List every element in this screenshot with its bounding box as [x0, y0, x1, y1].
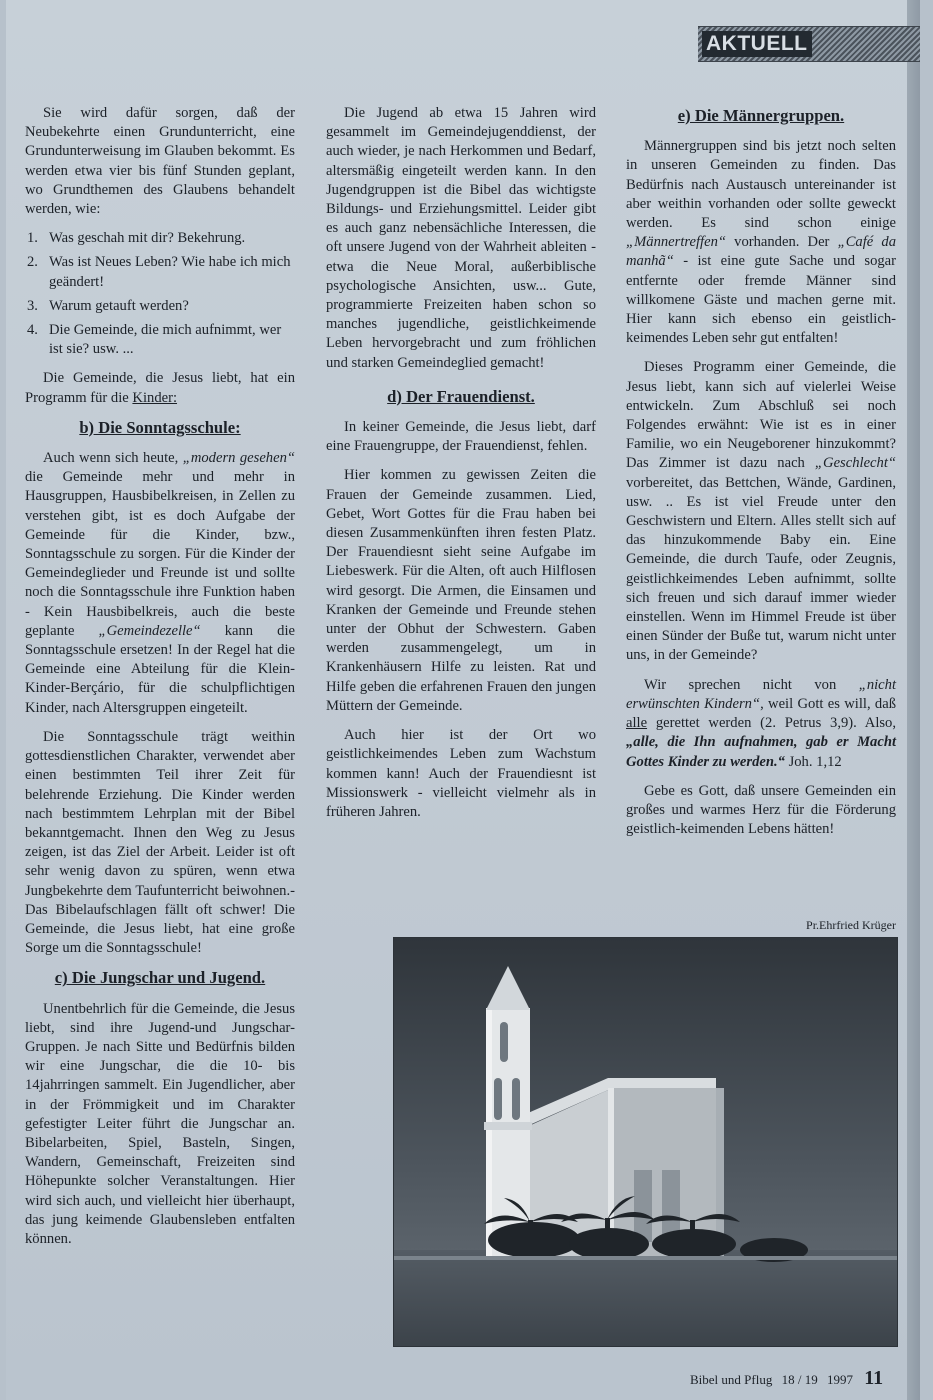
heading-sonntagsschule: b) Die Sonntagsschule:: [79, 417, 241, 437]
text-run: Männergruppen sind bis jetzt noch selten in unseren Gemeinden zu finden. Das Bedürfnis nach Austausch untereinander ist aber weithin vorhanden oder sollte geweckt werden. Es sind schon einige: [626, 138, 896, 232]
text-run: Wir sprechen nicht von: [644, 676, 859, 693]
text-run: die Gemeinde mehr und mehr in Hausgruppen, Hausbibelkreisen, in Zellen zu verstehen gibt, ist es doch Aufgabe der Gemeinde für die Kinder, bzw., Sonntagsschule zu sorgen. Für die Kinder der Gemeindeglieder und Freunde ist und sollte noch die Sonntagsschule ihre Funktion haben - Kein Hausbibelkreis, auch die beste geplante: [25, 469, 295, 639]
list-number: 2.: [27, 254, 38, 271]
page-edge: [907, 0, 920, 1400]
list-text: Was ist Neues Leben? Wie habe ich mich geändert!: [49, 254, 291, 290]
quote: „Geschlecht“: [814, 455, 896, 472]
page-footer: [690, 1366, 896, 1390]
quote: „nicht erwünschten Kindern“: [626, 676, 896, 712]
list-number: 3.: [27, 297, 38, 314]
list-number: 4.: [27, 322, 38, 339]
text-run: kann die Sonntagsschule ersetzen! In der Regel hat die Gemeinde eine Abteilung für die Klein-Kinder-Berçário, für die schulpflichtigen Kinder, nach Altersgruppen eingeteilt.: [25, 622, 295, 716]
quote: „Gemeindezelle“: [98, 622, 201, 639]
heading-jungschar: c) Die Jungschar und Jugend.: [54, 968, 266, 988]
heading-maennergruppen: e) Die Männergruppen.: [677, 106, 845, 125]
church-illustration: [394, 938, 897, 1346]
topic-list-item: [25, 321, 295, 359]
page-number: 11: [864, 1367, 884, 1389]
issue-year: 1997: [826, 1372, 853, 1387]
text-run: , weil Gott es will, daß: [760, 695, 897, 712]
intro-paragraph: Sie wird dafür sorgen, daß der Neubekehrte einen Grundunterricht, eine Grundunterweisung im Glauben bekommt. Es werden etwa vier bis fünf Stunden geplant, wo Grundthemen des Glaubens behandelt werden, wie:: [25, 105, 295, 218]
maenner-paragraph-1: [626, 137, 896, 348]
text-run: gerettet werden (2. Petrus 3,9). Also,: [647, 715, 896, 732]
bible-quote: „alle, die Ihn aufnahmen, gab er Macht Gottes Kinder zu werden.“: [626, 734, 896, 770]
topic-list-item: [25, 253, 295, 291]
topic-list-item: [25, 229, 295, 248]
kinder-lead: Die Gemeinde, die Jesus liebt, hat ein Programm für die: [25, 370, 295, 406]
underlined-word: alle: [626, 715, 648, 732]
list-number: 1.: [27, 230, 38, 247]
list-text: Warum getauft werden?: [49, 297, 189, 314]
heading-frauendienst: d) Der Frauendienst.: [387, 386, 535, 406]
topic-list-item: [25, 297, 295, 316]
text-run: Joh. 1,12: [784, 753, 842, 770]
text-run: Auch wenn sich heute,: [43, 450, 183, 467]
jugend-paragraph: Die Jugend ab etwa 15 Jahren wird gesammelt im Gemeindejugenddienst, der auch wieder, je nach Herkommen und Bedarf, altersmäßig eingeteilt werden kann. In den Jugendgruppen ist die Bibel das wichtigste Bildungs- und Erziehungsmittel. Leider gibt es auch ganz nebensächliche Interessen, die oft unsere Jugend von der Wahrheit ableiten - etwa die Neue Moral, außerbiblische psychologische Ansichten, usw... Gute, programmierte Freizeiten haben schon so manches jugendliche, geistlichkeimende Leben hervorgebracht und zum fröhlichen und starken Gemeindeglied gemacht!: [326, 105, 596, 371]
quote: „modern gesehen“: [182, 450, 295, 467]
list-text: Was geschah mit dir? Bekehrung.: [49, 230, 246, 247]
maenner-paragraph-2: [626, 358, 896, 665]
list-text: Die Gemeinde, die mich aufnimmt, wer ist sie? usw. ...: [49, 322, 282, 358]
kinder-word: Kinder:: [132, 389, 178, 406]
quote: „Café da manhã“: [626, 234, 896, 270]
sonntagsschule-paragraph-2: Die Sonntagsschule trägt weithin gottesdienstlichen Charakter, verwendet aber einen bestimmten Teil ihrer Zeit für belehrende Erziehung. Die Kinder werden nach bestimmtem Lehrplan mit der Bibel bekanntgemacht. Ihnen den Weg zu Jesus zeigen, ist das Ziel der Arbeit. Leider ist oft sehr wenig davon zu spüren, wenn etwa Jungbekehrte dem Taufunterricht beiwohnen.- Das Bibelaufschlagen fällt oft schwer! Die Gemeinde, die Jesus liebt, hat eine große Sorge um die Sonntagsschule!: [25, 728, 295, 957]
article-column-2: [326, 104, 596, 832]
text-run: vorbereitet, das Bettchen, Wände, Gardinen, usw. .. Es ist viel Freude unter den Geschwistern und Eltern. Alles stellt sich auf das hinzukommende Baby ein. Eine Gemeinde, die durch Taufe, oder Zeugnis, geistlichkeimendes Leben aufnimmt, sollte sich freuen und sich darauf immer wieder einstellen. Wenn im Himmel Freude ist über einen Sünder der Buße tut, warum nicht unter uns, in der Gemeinde?: [626, 474, 896, 664]
section-banner: [698, 26, 920, 62]
topic-list: [25, 229, 295, 359]
church-photo: [393, 937, 898, 1347]
article-column-1: [25, 104, 295, 1259]
frauendienst-paragraph-1: In keiner Gemeinde, die Jesus liebt, darf eine Frauengruppe, der Frauendienst, fehlen.: [326, 419, 596, 455]
frauendienst-paragraph-3: Auch hier ist der Ort wo geistlichkeimendes Leben zum Wachstum kommen kann! Auch der Frauendiesnt ist Missionswerk - vielleicht vielmehr als in früheren Jahren.: [326, 727, 596, 820]
text-run: vorhanden. Der: [726, 234, 838, 251]
section-banner-label: AKTUELL: [702, 31, 812, 57]
text-run: - ist eine gute Sache und sogar entfernte oder fremde Männer sind willkomene Gäste und machen gerne mit. Hier kann sich ebenso ein geistlich-keimendes Leben sehr gut entfalten!: [626, 253, 896, 347]
author-signature: Pr.Ehrfried Krüger: [806, 918, 896, 932]
sonntagsschule-paragraph-1: [25, 449, 295, 718]
frauendienst-paragraph-2: Hier kommen zu gewissen Zeiten die Frauen der Gemeinde zusammen. Lied, Gebet, Wort Gottes für die Frau haben bei diesen Zusammenkünften ihren festen Platz. Der Frauendiesnt sieht seine Aufgabe im Liebeswerk. Für die Alten, oft auch Hilflosen wird gesorgt. Die Armen, die Einsamen und Kranken der Gemeinde und Freunde stehen unter der Obhut der Schwestern. Gaben werden zusammengelegt, um in Krankenhäusern Hilfe zu leisten. Rat und Hilfe geben die erfahrenen Frauen den jungen Müttern der Gemeinde.: [326, 467, 596, 714]
quote: „Männertreffen“: [626, 234, 726, 251]
kinder-paragraph: [25, 369, 295, 407]
issue-number: 18 / 19: [781, 1372, 818, 1387]
maenner-paragraph-3: [626, 676, 896, 772]
article-column-3: [626, 106, 896, 849]
maenner-paragraph-4: Gebe es Gott, daß unsere Gemeinden ein großes und warmes Herz für die Förderung geistlich-keimenden Lebens hätten!: [626, 782, 896, 838]
jungschar-paragraph: Unentbehrlich für die Gemeinde, die Jesus liebt, sind ihre Jugend-und Jungschar-Gruppen. Je nach Sitte und Bedürfnis bilden wir eine Jungschar, die die 10- bis 14jahrringen sammelt. Ein Jugendlicher, aber in der Frömmigkeit und im Charakter gefestigter Leiter führt die Jungschar an. Bibelarbeiten, Spiel, Basteln, Singen, Wandern, Gemeinschaft, Freizeiten sind Höhepunkte solcher Veranstaltungen. Hier wird sich auch, und vielleicht hier überhaupt, das jung keimende Glaubensleben entfalten können.: [25, 1000, 295, 1247]
text-run: Dieses Programm einer Gemeinde, die Jesus liebt, kann sich auf vielerlei Weise entwickeln. Zum Abschluß sei noch Folgendes erwähnt: Wie ist es in einer Familie, wo ein Neugeborener hinzukommt? Das Zimmer ist dazu nach: [626, 359, 896, 472]
magazine-name: Bibel und Pflug: [690, 1372, 773, 1387]
